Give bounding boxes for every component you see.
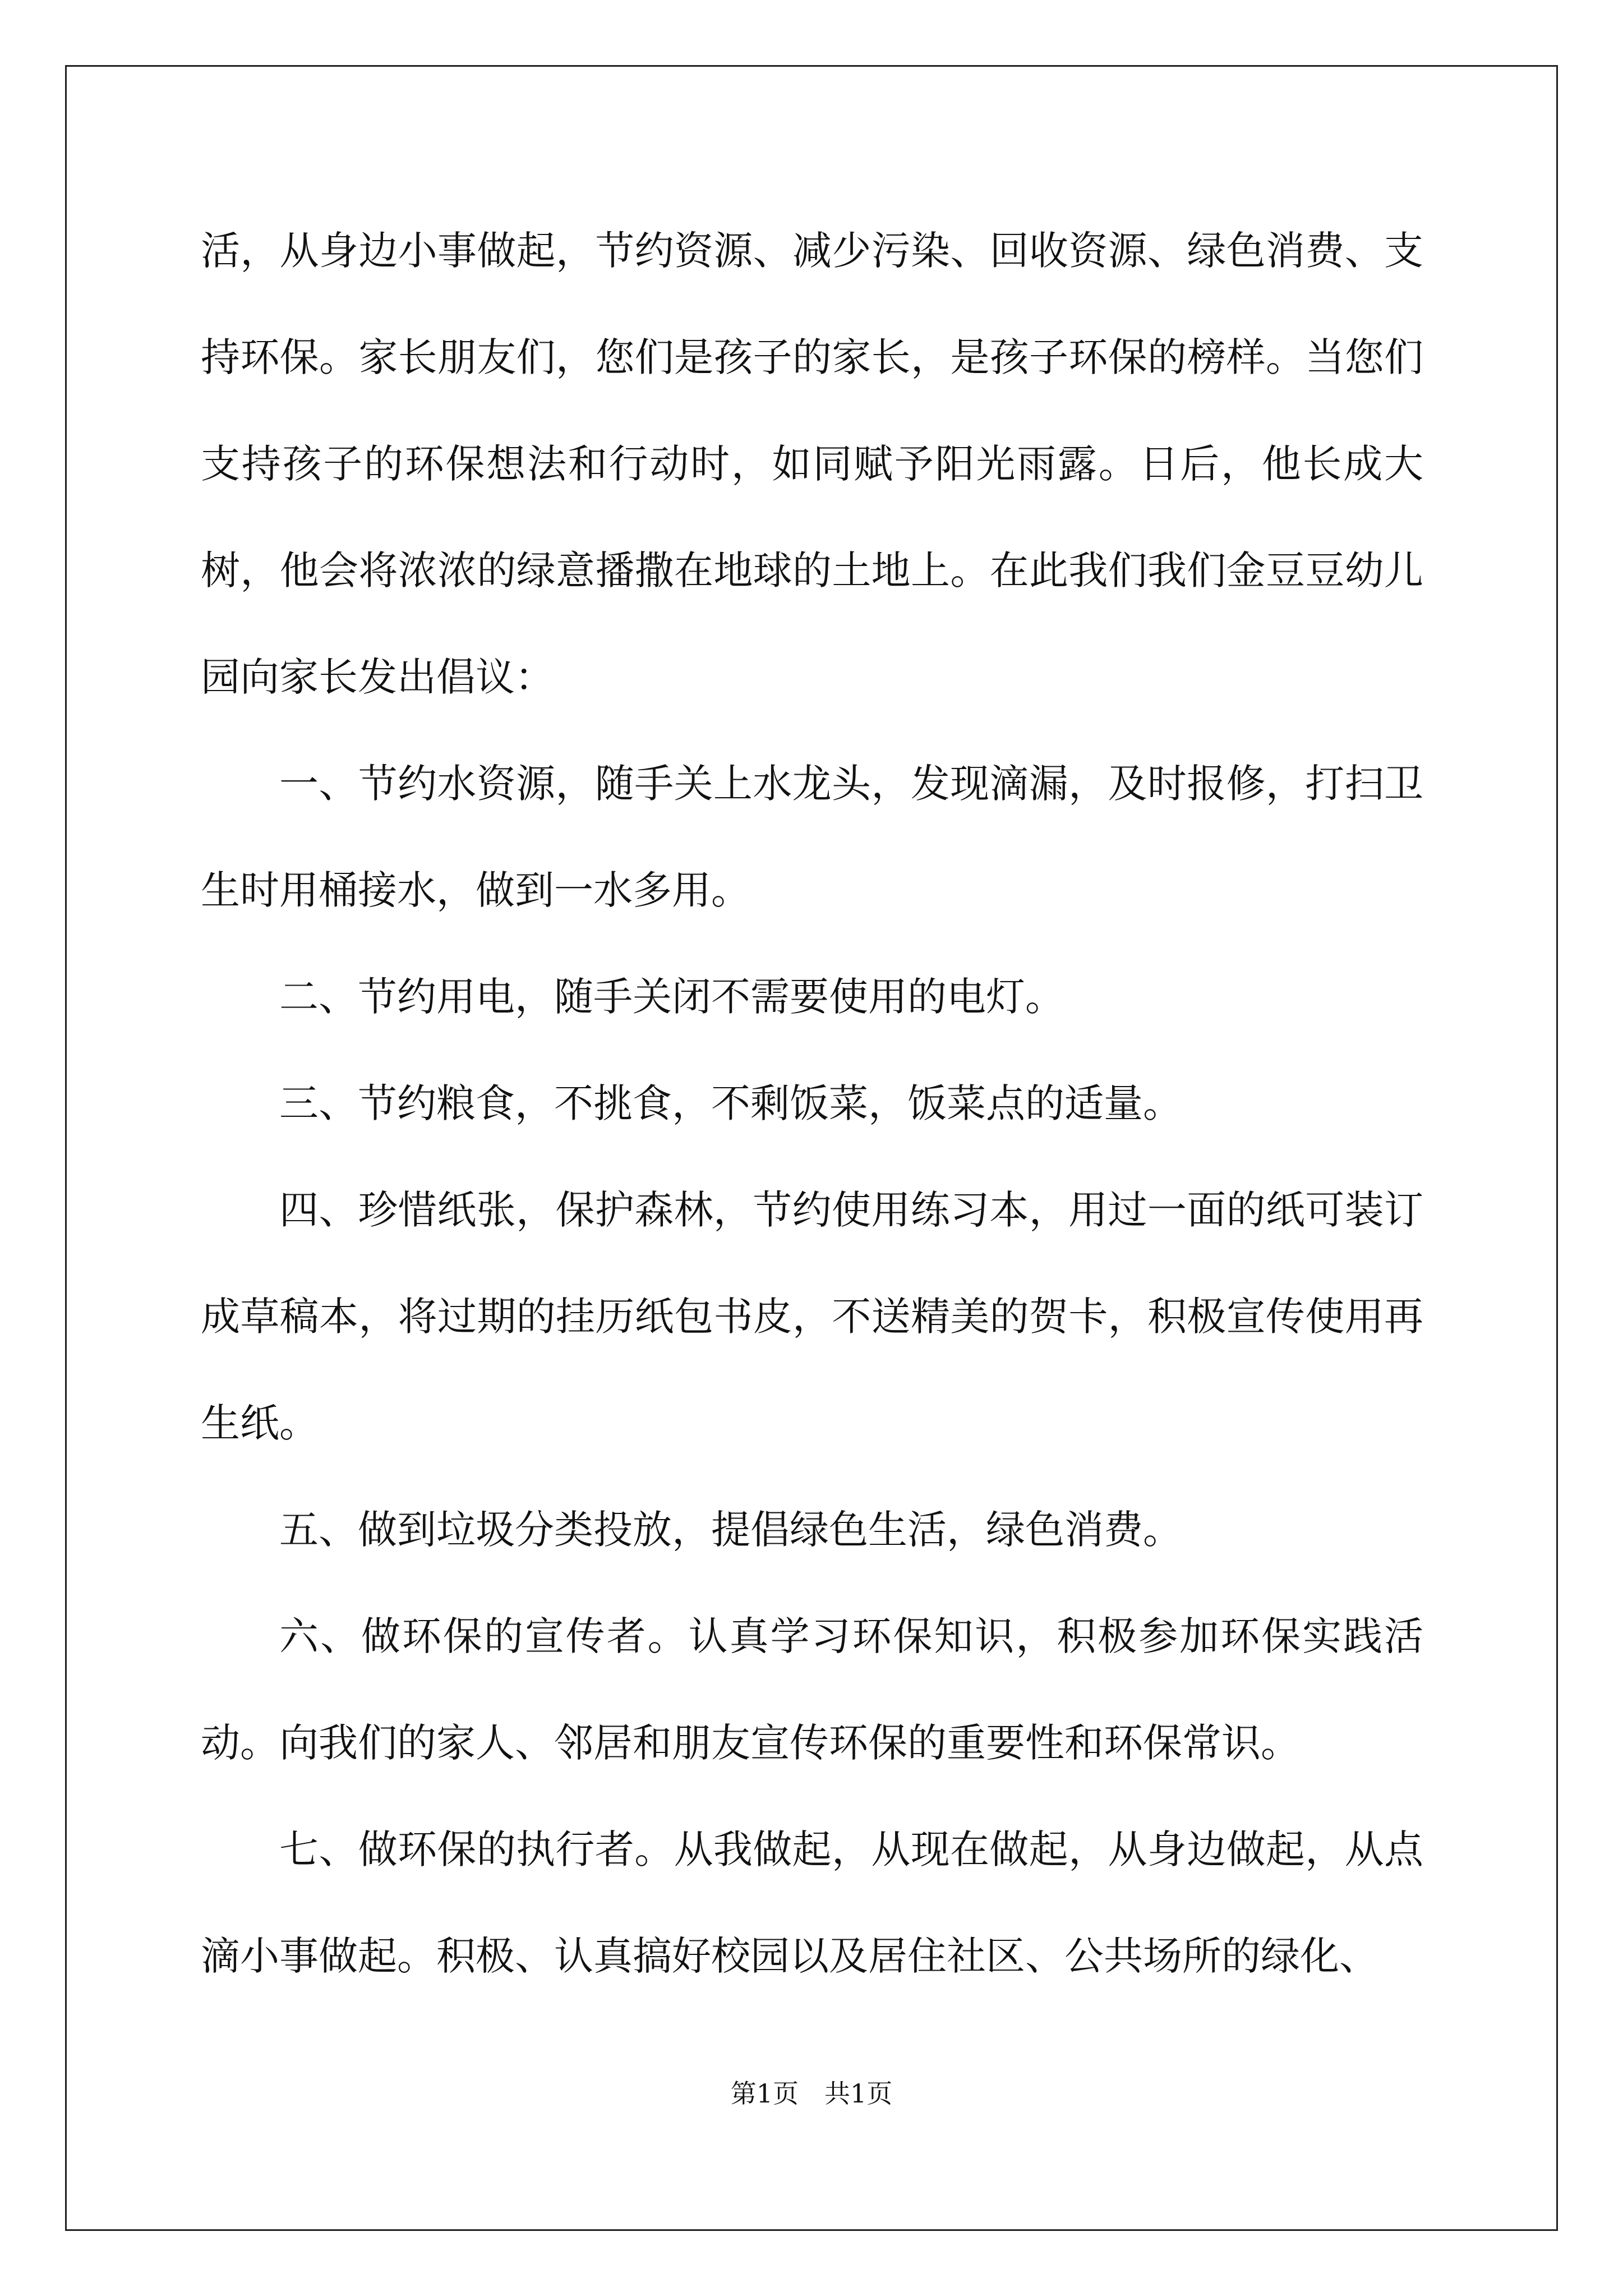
- paragraph-item-2: 二、节约用电，随手关闭不需要使用的电灯。: [279, 974, 1064, 1020]
- paragraph-item-1: 一、节约水资源，随手关上水龙头，发现滴漏，及时报修，打扫卫生时用桶接水，做到一水多用。: [201, 761, 1423, 913]
- page-footer: [0, 2077, 1623, 2110]
- paragraph-intro: 活，从身边小事做起，节约资源、减少污染、回收资源、绿色消费、支持环保。家长朋友们，您们是孩子的家长，是孩子环保的榜样。当您们支持孩子的环保想法和行动时，如同赋予阳光雨露。日后，他长成大树，他会将浓浓的绿意播撒在地球的土地上。在此我们我们金豆豆幼儿园向家长发出倡议：: [201, 228, 1423, 700]
- paragraph-item-5: 五、做到垃圾分类投放，提倡绿色生活，绿色消费。: [279, 1507, 1182, 1553]
- paragraph-item-4: 四、珍惜纸张，保护森林，节约使用练习本，用过一面的纸可装订成草稿本，将过期的挂历纸包书皮，不送精美的贺卡，积极宣传使用再生纸。: [201, 1187, 1423, 1446]
- paragraph-item-3: 三、节约粮食，不挑食，不剩饭菜，饭菜点的适量。: [279, 1080, 1182, 1126]
- paragraph-item-6: 六、做环保的宣传者。认真学习环保知识，积极参加环保实践活动。向我们的家人、邻居和朋友宣传环保的重要性和环保常识。: [201, 1613, 1423, 1766]
- page-number-total: 共1页: [824, 2078, 893, 2109]
- page-number-current: 第1页: [730, 2078, 799, 2109]
- paragraph-item-7: 七、做环保的执行者。从我做起，从现在做起，从身边做起，从点滴小事做起。积极、认真搞好校园以及居住社区、公共场所的绿化、: [201, 1826, 1423, 1979]
- document-body: [201, 197, 1423, 2009]
